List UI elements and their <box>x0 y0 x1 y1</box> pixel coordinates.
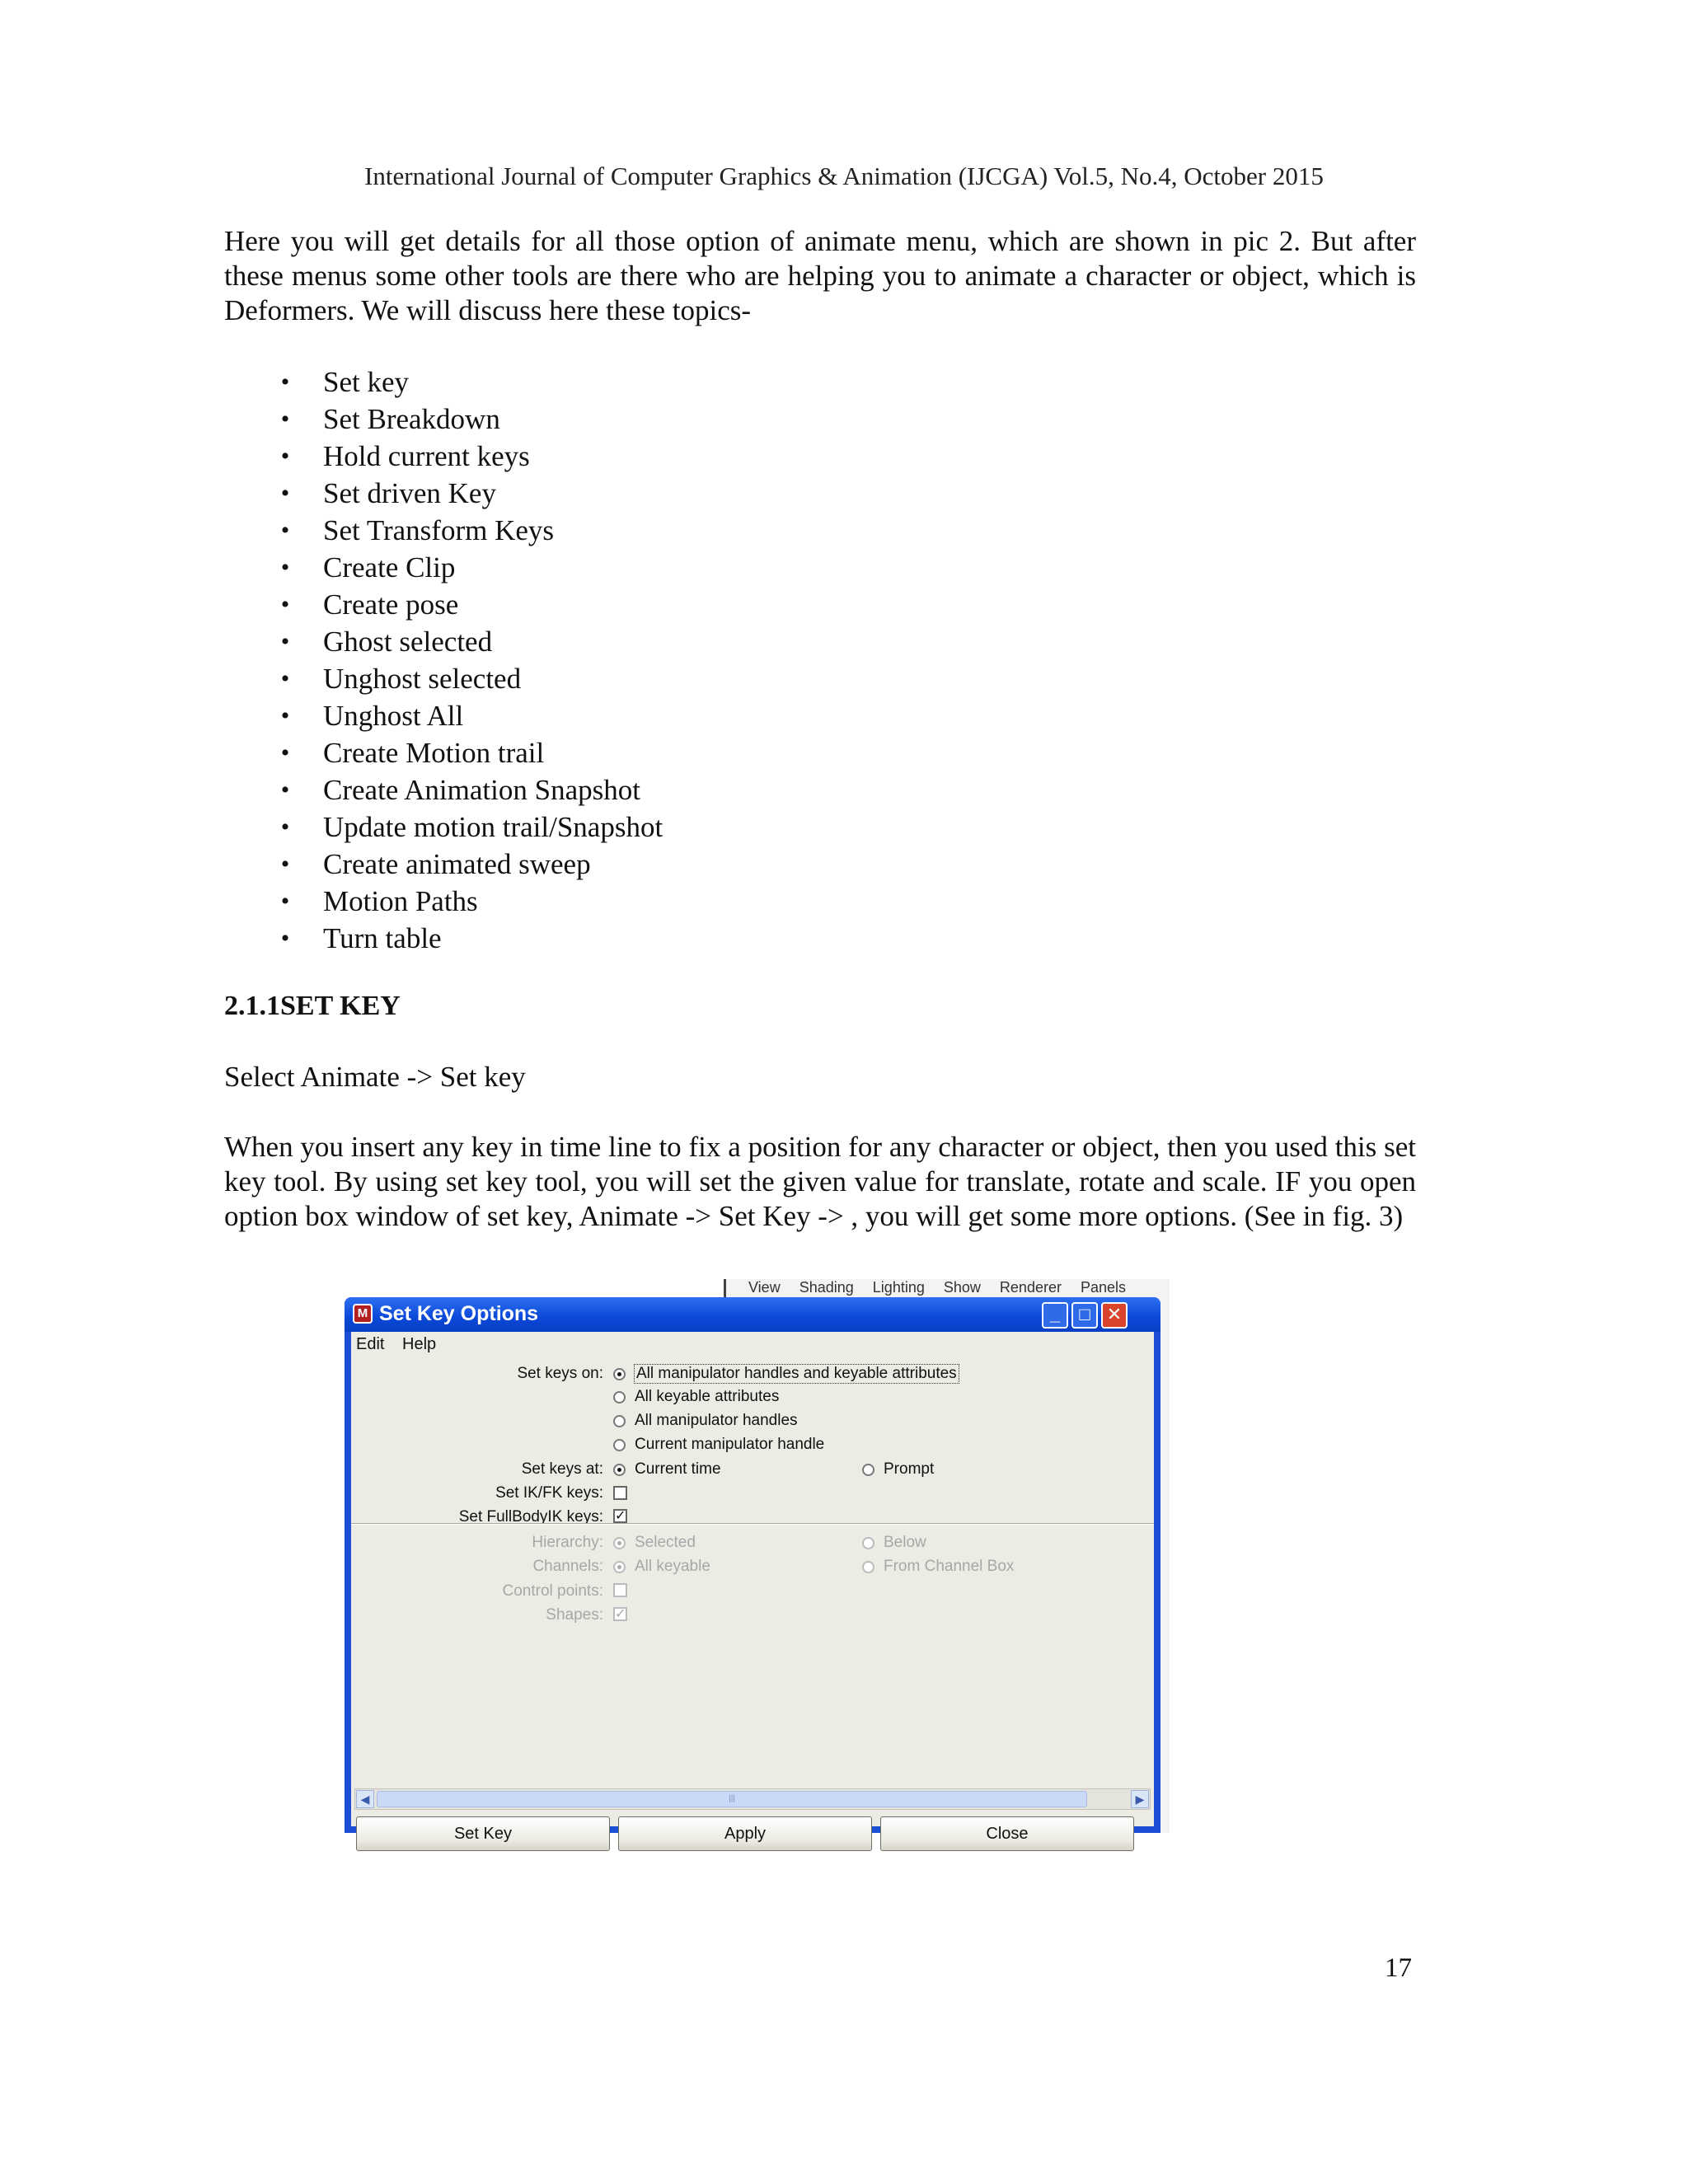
list-item: • Set driven Key <box>224 475 663 512</box>
option-label: All keyable <box>635 1558 710 1575</box>
bullet-icon: • <box>280 925 290 952</box>
set-key-button[interactable]: Set Key <box>356 1816 610 1851</box>
list-item: • Unghost selected <box>224 660 663 697</box>
running-header: International Journal of Computer Graphics & Animation (IJCGA) Vol.5, No.4, October 2015 <box>364 162 1324 190</box>
list-item: • Set Breakdown <box>224 401 663 438</box>
viewport-menu-item[interactable]: Renderer <box>999 1279 1062 1296</box>
option-label: From Channel Box <box>884 1558 1015 1575</box>
bullet-icon: • <box>280 517 290 544</box>
instruction-line: Select Animate -> Set key <box>224 1061 526 1093</box>
list-item: • Turn table <box>224 920 663 957</box>
bullet-icon: • <box>280 665 290 692</box>
ik-fk-label: Set IK/FK keys: <box>495 1484 603 1502</box>
bullet-icon: • <box>280 591 290 618</box>
hierarchy-label: Hierarchy: <box>532 1534 603 1551</box>
option-label: Prompt <box>884 1460 935 1478</box>
radio-below[interactable] <box>862 1537 874 1549</box>
dialog-window <box>345 1297 1160 1843</box>
title-bar[interactable] <box>345 1297 1160 1332</box>
scroll-right-icon[interactable]: ▶ <box>1131 1790 1149 1808</box>
window-title: Set Key Options <box>379 1302 539 1325</box>
bullet-icon: • <box>280 480 290 507</box>
dialog-body <box>351 1332 1154 1843</box>
list-item: • Create pose <box>224 586 663 623</box>
channels-label: Channels: <box>532 1558 603 1575</box>
list-item: • Ghost selected <box>224 623 663 660</box>
viewport-menu-item[interactable]: Shading <box>799 1279 854 1296</box>
list-item: • Motion Paths <box>224 883 663 920</box>
set-key-options-screenshot <box>345 1279 1167 1843</box>
option-label: Current manipulator handle <box>635 1436 825 1453</box>
bullet-icon: • <box>280 851 290 878</box>
viewport-menu-item[interactable]: Show <box>943 1279 981 1296</box>
option-label: Below <box>884 1534 926 1551</box>
set-keys-at-label: Set keys at: <box>521 1460 603 1478</box>
list-item: • Create Clip <box>224 549 663 586</box>
bullet-icon: • <box>280 776 290 804</box>
option-label: All keyable attributes <box>635 1388 780 1405</box>
bullet-icon: • <box>280 405 290 433</box>
apply-button[interactable]: Apply <box>618 1816 872 1851</box>
radio-keys-on-manipulators[interactable] <box>613 1415 626 1427</box>
radio-keys-on-all[interactable] <box>613 1368 626 1380</box>
bullet-icon: • <box>280 368 290 396</box>
scroll-left-icon[interactable]: ◀ <box>356 1790 374 1808</box>
bullet-icon: • <box>280 702 290 729</box>
menu-help[interactable]: Help <box>402 1335 437 1353</box>
horizontal-scrollbar[interactable] <box>354 1788 1151 1810</box>
list-item: • Hold current keys <box>224 438 663 475</box>
minimize-icon[interactable]: _ <box>1042 1302 1068 1329</box>
close-button[interactable]: Close <box>880 1816 1134 1851</box>
topics-list <box>224 363 663 957</box>
bullet-icon: • <box>280 628 290 655</box>
divider <box>351 1523 1154 1525</box>
list-item: • Create Animation Snapshot <box>224 771 663 808</box>
fullbody-checkbox[interactable]: ✓ <box>615 1509 626 1523</box>
ik-fk-checkbox[interactable] <box>613 1486 627 1500</box>
control-points-checkbox[interactable] <box>613 1583 627 1597</box>
fullbody-label: Set FullBodyIK keys: <box>458 1508 603 1526</box>
radio-prompt[interactable] <box>862 1464 874 1476</box>
option-label: Current time <box>635 1460 721 1478</box>
viewport-menu <box>748 1279 1141 1296</box>
set-keys-on-label: Set keys on: <box>517 1365 603 1382</box>
viewport-menu-item[interactable]: View <box>748 1279 781 1296</box>
radio-all-keyable[interactable] <box>613 1561 626 1573</box>
page-number: 17 <box>1385 1953 1412 1983</box>
scroll-thumb[interactable]: ||| <box>377 1791 1087 1807</box>
list-item: • Set key <box>224 363 663 401</box>
option-label: All manipulator handles and keyable attributes <box>636 1365 957 1382</box>
body-paragraph: When you insert any key in time line to fix a position for any character or object, then you used this set key tool. By using set key tool, you will set the given value for translate, rotate and scale. IF you open option box window of set key, Animate -> Set Key -> , you will get some more options. (See in fig. 3) <box>224 1131 1416 1232</box>
list-item: • Create animated sweep <box>224 846 663 883</box>
bullet-icon: • <box>280 443 290 470</box>
maya-icon: M <box>353 1304 373 1324</box>
list-item: • Set Transform Keys <box>224 512 663 549</box>
control-points-label: Control points: <box>502 1582 603 1600</box>
section-heading: 2.1.1SET KEY <box>224 991 401 1021</box>
shapes-label: Shapes: <box>546 1606 603 1624</box>
radio-keys-on-keyable[interactable] <box>613 1391 626 1404</box>
bullet-icon: • <box>280 813 290 841</box>
viewport-menu-item[interactable]: Lighting <box>872 1279 925 1296</box>
shapes-checkbox[interactable]: ✓ <box>615 1607 626 1621</box>
radio-current-time[interactable] <box>613 1464 626 1476</box>
radio-selected[interactable] <box>613 1537 626 1549</box>
menu-bar <box>356 1335 449 1354</box>
option-label: All manipulator handles <box>635 1412 798 1429</box>
option-label: Selected <box>635 1534 696 1551</box>
bullet-icon: • <box>280 739 290 766</box>
bullet-icon: • <box>280 888 290 915</box>
menu-edit[interactable]: Edit <box>356 1335 385 1353</box>
viewport-menu-item[interactable]: Panels <box>1080 1279 1127 1296</box>
bullet-icon: • <box>280 554 290 581</box>
list-item: • Update motion trail/Snapshot <box>224 808 663 846</box>
list-item: • Create Motion trail <box>224 734 663 771</box>
maximize-icon[interactable]: □ <box>1071 1302 1098 1329</box>
radio-from-channel-box[interactable] <box>862 1561 874 1573</box>
radio-keys-on-current-manip[interactable] <box>613 1439 626 1451</box>
list-item: • Unghost All <box>224 697 663 734</box>
intro-paragraph: Here you will get details for all those option of animate menu, which are shown in pic 2. But after these menus some other tools are there who are helping you to animate a character or object, which is Deformers. We will discuss here these topics- <box>224 225 1416 326</box>
close-icon[interactable]: ✕ <box>1101 1302 1128 1329</box>
